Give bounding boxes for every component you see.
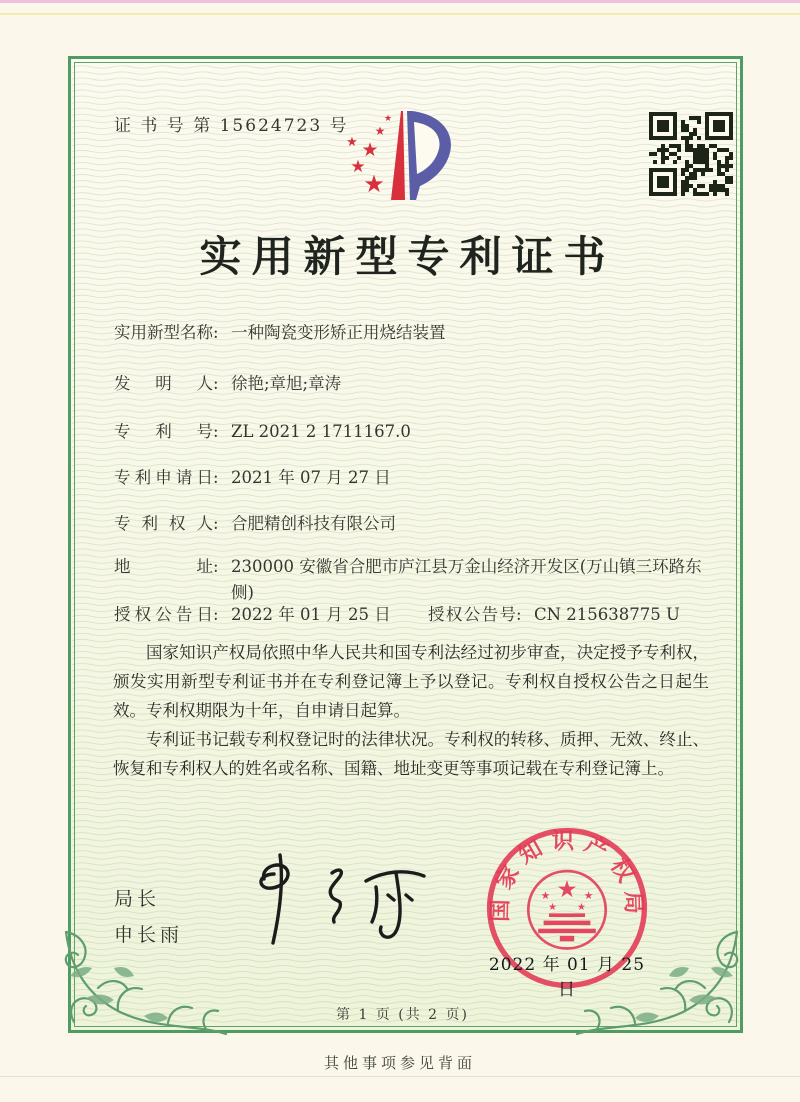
field-grant-date	[114, 602, 414, 628]
field-value: 2021 年 07 月 27 日	[231, 468, 391, 487]
field-colon: :	[213, 374, 219, 393]
field-colon: :	[213, 557, 219, 576]
national-emblem-icon	[528, 871, 605, 948]
field-address	[114, 554, 710, 606]
star-icon: ★	[576, 901, 586, 913]
star-icon: ★	[540, 889, 551, 902]
field-label: 地址	[114, 557, 213, 576]
field-colon: :	[213, 605, 219, 624]
director-name: 申长雨	[114, 924, 184, 946]
field-value: 合肥精创科技有限公司	[231, 514, 396, 533]
cnipa-logo-icon	[330, 108, 465, 216]
field-value: 230000 安徽省合肥市庐江县万金山经济开发区(万山镇三环路东侧)	[231, 557, 702, 602]
field-patentee	[114, 511, 710, 537]
scan-artifact-yellow	[0, 13, 800, 15]
field-value: 2022 年 01 月 25 日	[231, 605, 391, 624]
field-value: 徐艳;章旭;章涛	[231, 374, 342, 393]
director-title: 局长	[114, 888, 161, 910]
field-colon: :	[516, 605, 522, 624]
field-colon: :	[213, 514, 219, 533]
field-label: 专利号	[114, 422, 213, 441]
field-application-date	[114, 465, 710, 491]
field-colon: :	[213, 323, 219, 342]
field-label: 发明人	[114, 374, 213, 393]
field-value: ZL 2021 2 1711167.0	[231, 422, 411, 441]
field-value: CN 215638775 U	[534, 605, 680, 624]
qr-code	[649, 112, 733, 196]
star-icon: ★	[383, 114, 393, 124]
director-signature	[228, 848, 443, 950]
field-colon: :	[213, 422, 219, 441]
field-label: 实用新型名称	[114, 323, 213, 342]
legal-text	[113, 638, 709, 783]
star-icon: ★	[350, 157, 366, 177]
star-icon: ★	[556, 875, 578, 904]
certificate-title: 实用新型专利证书	[199, 232, 616, 281]
field-utility-model-name	[114, 320, 710, 346]
field-label: 授权公告日	[114, 605, 213, 624]
field-label: 授权公告号	[428, 605, 516, 624]
field-grant-number	[428, 602, 718, 628]
field-label: 专利权人	[114, 514, 213, 533]
star-icon: ★	[361, 139, 379, 161]
seal-date: 2022 年 01 月 25 日	[488, 955, 646, 1000]
star-icon: ★	[346, 135, 358, 150]
legal-paragraph: 专利证书记载专利权登记时的法律状况。专利权的转移、质押、无效、终止、恢复和专利权人的姓名或名称、国籍、地址变更等事项记载在专利登记簿上。	[113, 730, 709, 778]
field-colon: :	[213, 468, 219, 487]
back-note: 其他事项参见背面	[323, 1054, 476, 1072]
page-indicator: 第 1 页 (共 2 页)	[336, 1007, 469, 1023]
seal-agency-text: 国家知识产权局	[487, 828, 647, 923]
scan-artifact-top	[0, 0, 800, 3]
field-value: 一种陶瓷变形矫正用烧结装置	[231, 323, 446, 342]
field-patent-number	[114, 419, 710, 445]
field-inventors	[114, 371, 710, 397]
star-icon: ★	[363, 170, 385, 198]
certificate-number: 证 书 号 第 15624723 号	[114, 116, 349, 136]
field-label: 专利申请日	[114, 468, 213, 487]
scan-artifact-bottom	[0, 1076, 800, 1077]
legal-paragraph: 国家知识产权局依照中华人民共和国专利法经过初步审查，决定授予专利权，颁发实用新型专利证书并在专利登记簿上予以登记。专利权自授权公告之日起生效。专利权期限为十年，自申请日起算。	[113, 643, 709, 720]
star-icon: ★	[374, 124, 386, 138]
star-icon: ★	[548, 901, 558, 913]
star-icon: ★	[583, 889, 594, 902]
